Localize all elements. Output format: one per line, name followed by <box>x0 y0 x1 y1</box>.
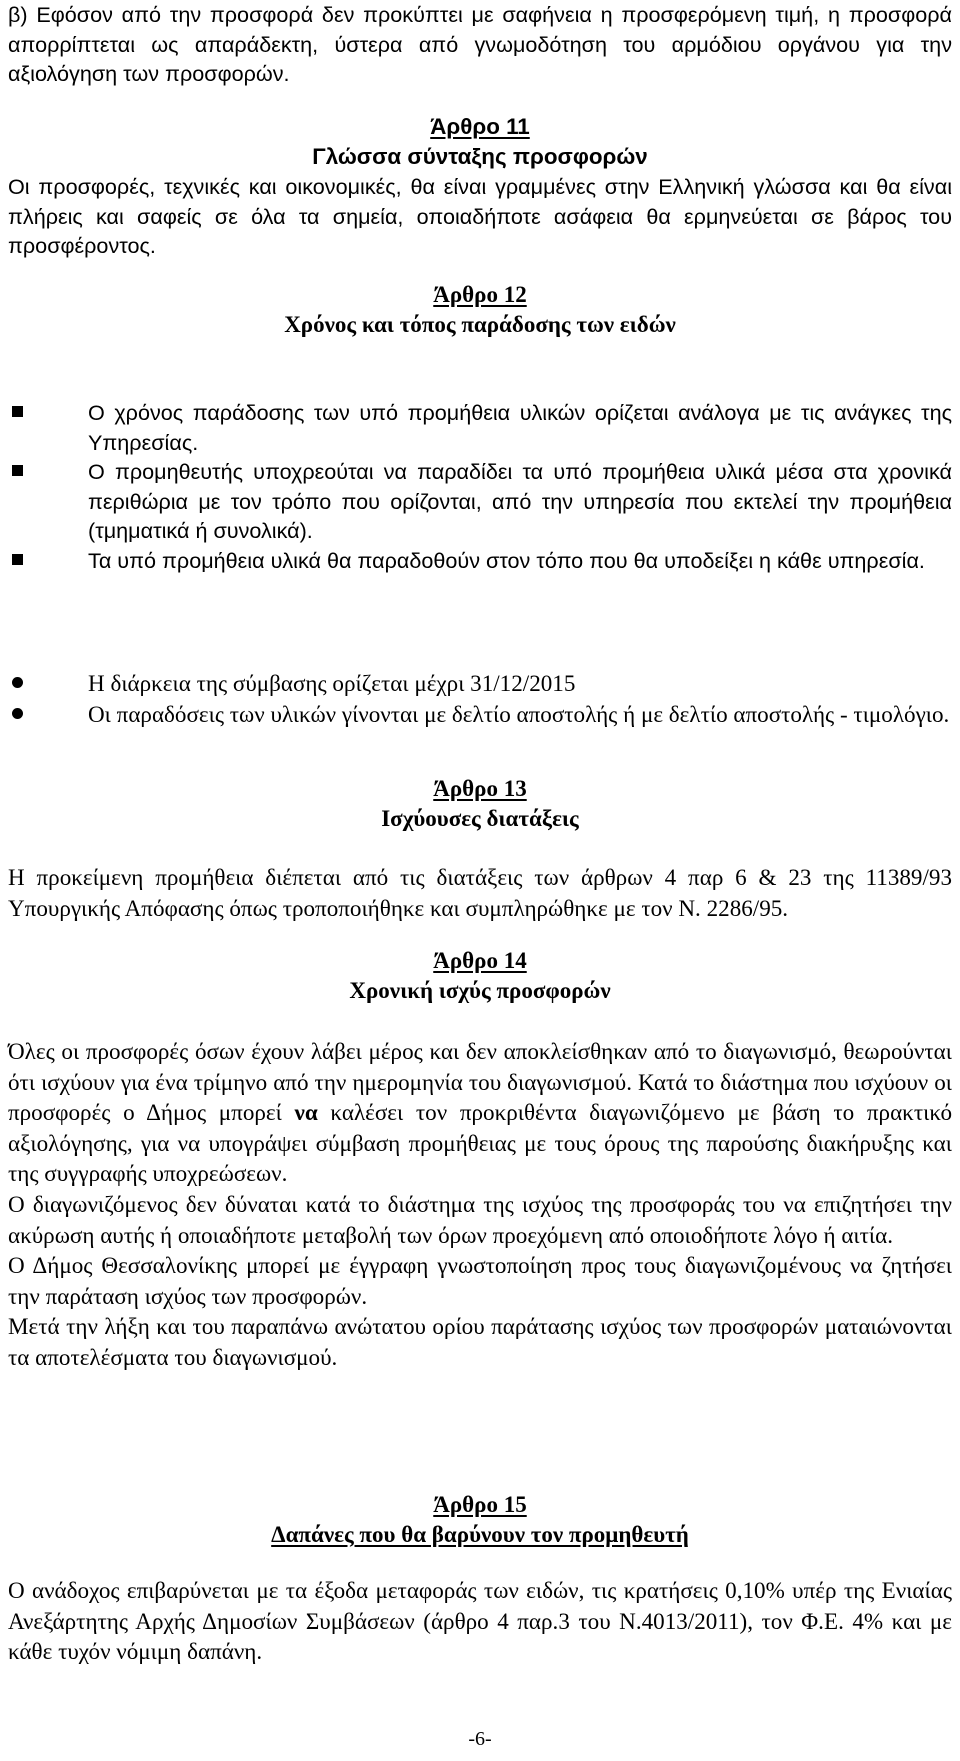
page-number: -6- <box>468 1728 492 1750</box>
article-15-title: Δαπάνες που θα βαρύνουν τον προμηθευτή <box>271 1522 689 1547</box>
article-11-body: Οι προσφορές, τεχνικές και οικονομικές, θα είναι γραμμένες στην Ελληνική γλώσσα και θα είναι πλήρεις και σαφείς σε όλα τα σημεία, οποιαδήποτε ασάφεια θα ερμηνεύεται σε βάρος του προσφέροντος. <box>8 174 952 258</box>
list-item: Ο χρόνος παράδοσης των υπό προμήθεια υλικών ορίζεται ανάλογα με τις ανάγκες της Υπηρεσίας. <box>8 398 952 457</box>
article-14-paragraph-4: Μετά την λήξη και του παραπάνω ανώτατου ορίου παράτασης ισχύος των προσφορών ματαιώνονται τα αποτελέσματα του διαγωνισμού. <box>8 1313 952 1370</box>
article-11-number: Άρθρο 11 <box>430 114 530 139</box>
list-item: Τα υπό προμήθεια υλικά θα παραδοθούν στον τόπο που θα υποδείξει η κάθε υπηρεσία. <box>8 546 952 576</box>
article-15-heading <box>8 1490 952 1550</box>
article-14-number: Άρθρο 14 <box>433 948 527 973</box>
square-bullet-icon <box>12 465 23 476</box>
list-item: Οι παραδόσεις των υλικών γίνονται με δελτίο αποστολής ή με δελτίο αποστολής - τιμολόγιο. <box>8 699 952 730</box>
list-item: Ο προμηθευτής υποχρεούται να παραδίδει τα υπό προμήθεια υλικά μέσα στα χρονικά περιθώρια με τον τρόπο που ορίζονται, από την υπηρεσία που εκτελεί την προμήθεια (τμηματικά ή συνολικά). <box>8 457 952 546</box>
round-bullet-icon <box>12 677 23 688</box>
article-14-heading <box>8 946 952 1006</box>
article-13-title: Ισχύουσες διατάξεις <box>381 806 579 831</box>
article-15-number: Άρθρο 15 <box>433 1492 527 1517</box>
article-12-title: Χρόνος και τόπος παράδοσης των ειδών <box>284 312 676 337</box>
article-14-paragraph-1: Όλες οι προσφορές όσων έχουν λάβει μέρος και δεν αποκλείσθηκαν από το διαγωνισμό, θεωρούνται ότι ισχύουν για ένα τρίμηνο από την ημερομηνία του διαγωνισμού. Κατά το διάστημα που ισχύουν οι προσφορές ο Δήμος μπορεί να καλέσει τον προκριθέντα διαγωνιζόμενο με βάση το πρακτικό αξιολόγησης, για να υπογράψει σύμβαση προμήθειας με τους όρους της παρούσης διακήρυξης και της συγγραφής υποχρεώσεων. <box>8 1038 952 1187</box>
article-14-body <box>8 1036 952 1373</box>
article-12-heading <box>8 280 952 340</box>
list-item: Η διάρκεια της σύμβασης ορίζεται μέχρι 31/12/2015 <box>8 668 952 699</box>
intro-paragraph: β) Εφόσον από την προσφορά δεν προκύπτει με σαφήνεια η προσφερόμενη τιμή, η προσφορά απορρίπτεται ως απαράδεκτη, ύστερα από γνωμοδότηση του αρμόδιου οργάνου για την αξιολόγηση των προσφορών. <box>8 2 952 86</box>
article-14-paragraph-3: Ο Δήμος Θεσσαλονίκης μπορεί με έγγραφη γνωστοποίηση προς τους διαγωνιζομένους να ζητήσει την παράταση ισχύος των προσφορών. <box>8 1252 952 1309</box>
article-15-body: Ο ανάδοχος επιβαρύνεται με τα έξοδα μεταφοράς των ειδών, τις κρατήσεις 0,10% υπέρ της Ενιαίας Ανεξάρτητης Αρχής Δημοσίων Συμβάσεων (άρθρο 4 παρ.3 του Ν.4013/2011), τον Φ.Ε. 4% και με κάθε τυχόν νόμιμη δαπάνη. <box>8 1577 952 1665</box>
square-bullet-icon <box>12 554 23 565</box>
article-13-number: Άρθρο 13 <box>433 776 527 801</box>
article-12-round-list <box>8 668 952 729</box>
article-14-title: Χρονική ισχύς προσφορών <box>349 978 611 1003</box>
round-bullet-icon <box>12 708 23 719</box>
article-11-heading <box>8 112 952 172</box>
square-bullet-icon <box>12 406 23 417</box>
article-11-title: Γλώσσα σύνταξης προσφορών <box>312 144 648 169</box>
article-13-heading <box>8 774 952 834</box>
article-13-body: Η προκείμενη προμήθεια διέπεται από τις διατάξεις των άρθρων 4 παρ 6 & 23 της 11389/93 Υπουργικής Απόφασης όπως τροποποιήθηκε και συμπληρώθηκε με τον Ν. 2286/95. <box>8 864 952 921</box>
article-12-number: Άρθρο 12 <box>433 282 527 307</box>
article-12-square-list <box>8 398 952 575</box>
article-14-paragraph-2: Ο διαγωνιζόμενος δεν δύναται κατά το διάστημα της ισχύος της προσφοράς του να επιζητήσει την ακύρωση αυτής ή οποιαδήποτε μεταβολή των όρων προεχόμενη από οποιοδήποτε λόγο ή αιτία. <box>8 1190 952 1248</box>
